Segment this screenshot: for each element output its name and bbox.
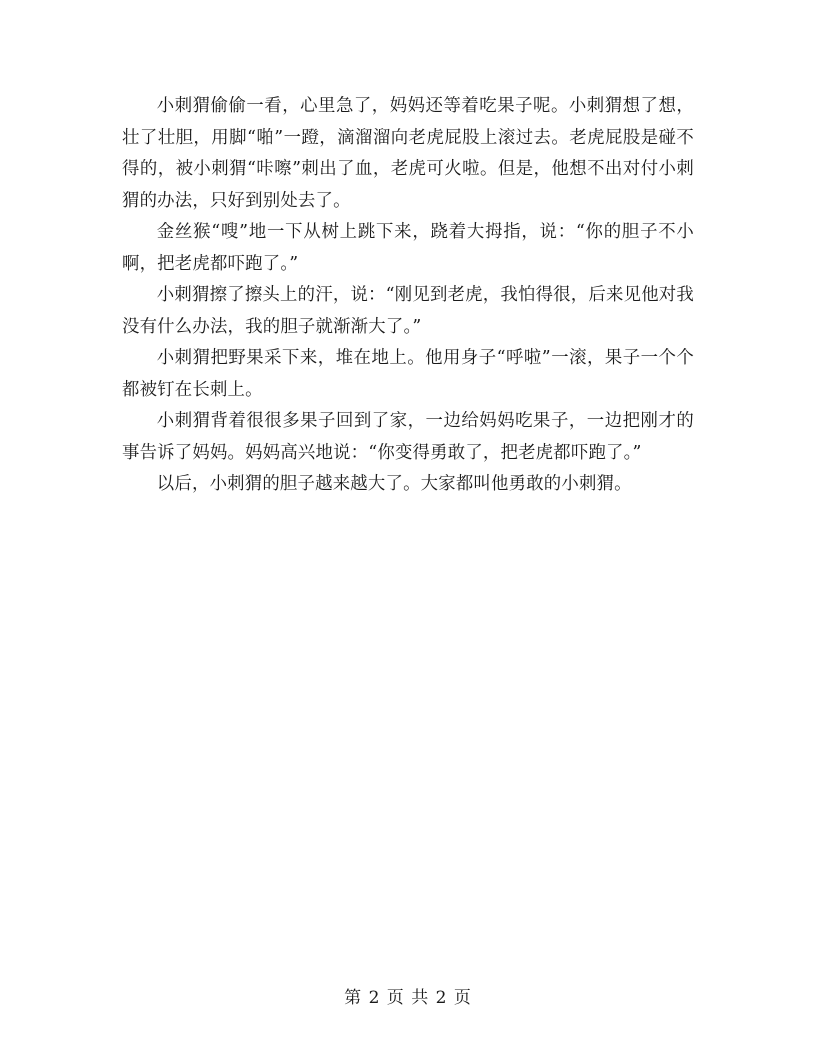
page-number-footer: 第 2 页 共 2 页	[344, 988, 472, 1008]
paragraph-3: 小刺猬擦了擦头上的汗，说：“刚见到老虎，我怕得很，后来见他对我没有什么办法，我的胆子就渐渐大了。”	[122, 285, 694, 337]
paragraph-2: 金丝猴“嗖”地一下从树上跳下来，跷着大拇指，说：“你的胆子不小啊，把老虎都吓跑了。”	[122, 222, 694, 274]
paragraph-1: 小刺猬偷偷一看，心里急了，妈妈还等着吃果子呢。小刺猬想了想，壮了壮胆，用脚“啪”一蹬，滴溜溜向老虎屁股上滚过去。老虎屁股是碰不得的，被小刺猬“咔嚓”刺出了血，老虎可火啦。但是，他想不出对付小刺猬的办法，只好到别处去了。	[122, 96, 694, 211]
paragraph-5: 小刺猬背着很很多果子回到了家，一边给妈妈吃果子，一边把刚才的事告诉了妈妈。妈妈高兴地说：“你变得勇敢了，把老虎都吓跑了。”	[122, 411, 694, 463]
document-body	[122, 91, 694, 501]
paragraph-4: 小刺猬把野果采下来，堆在地上。他用身子“呼啦”一滚，果子一个个都被钉在长刺上。	[122, 348, 694, 400]
paragraph-6: 以后，小刺猬的胆子越来越大了。大家都叫他勇敢的小刺猬。	[156, 474, 632, 494]
